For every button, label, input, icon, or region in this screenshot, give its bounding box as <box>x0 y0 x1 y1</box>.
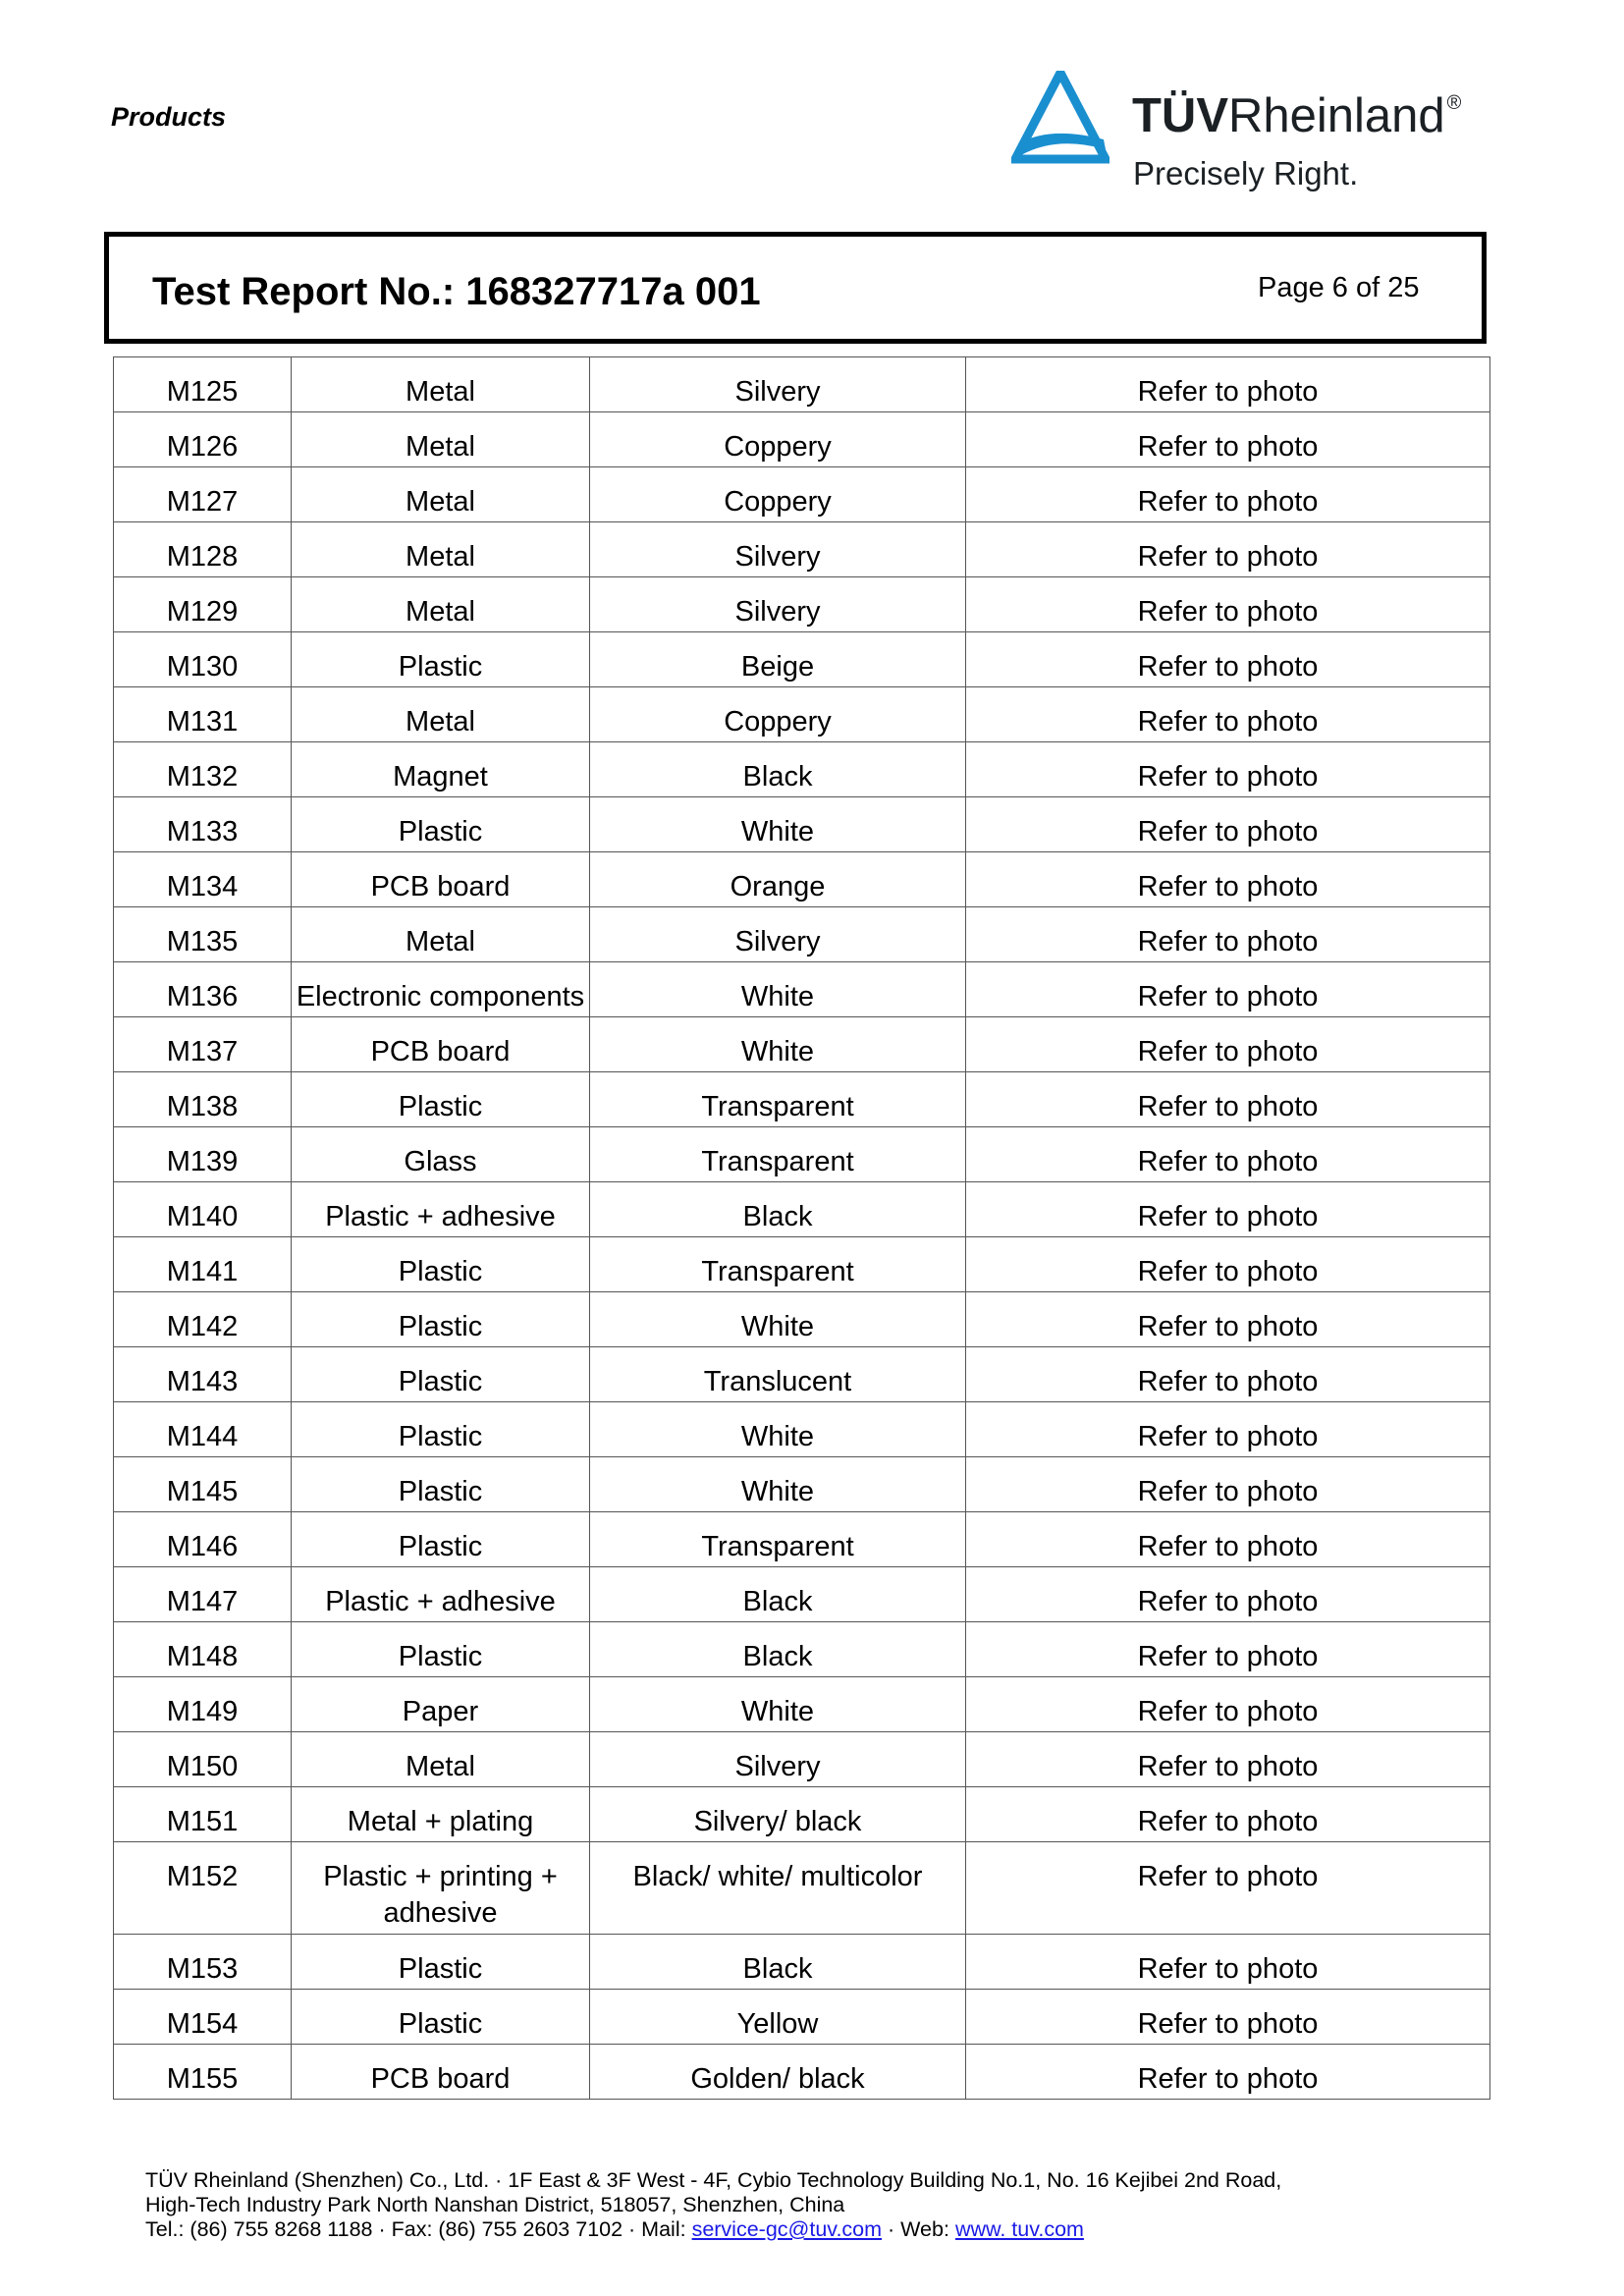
item-id-cell: M129 <box>114 577 292 632</box>
material-cell: Plastic + printing + adhesive <box>292 1842 590 1935</box>
report-header-box <box>104 232 1487 344</box>
item-id-cell: M139 <box>114 1127 292 1182</box>
color-cell: Transparent <box>590 1072 966 1127</box>
material-cell: Plastic <box>292 797 590 852</box>
photo-reference-cell: Refer to photo <box>966 1347 1490 1402</box>
color-cell: Silvery/ black <box>590 1787 966 1842</box>
tuv-logo <box>1011 69 1492 206</box>
photo-reference-cell: Refer to photo <box>966 522 1490 577</box>
table-row <box>114 467 1490 522</box>
material-cell: Plastic <box>292 1622 590 1677</box>
material-cell: Plastic + adhesive <box>292 1567 590 1622</box>
table-row <box>114 522 1490 577</box>
footer-address-line1: TÜV Rheinland (Shenzhen) Co., Ltd. · 1F East & 3F West - 4F, Cybio Technology Building No.1, No. 16 Kejibei 2nd Road, <box>145 2168 1282 2192</box>
material-cell: Electronic components <box>292 962 590 1017</box>
item-id-cell: M154 <box>114 1990 292 2045</box>
photo-reference-cell: Refer to photo <box>966 1292 1490 1347</box>
item-id-cell: M134 <box>114 852 292 907</box>
color-cell: Transparent <box>590 1237 966 1292</box>
table-row <box>114 1567 1490 1622</box>
color-cell: Silvery <box>590 577 966 632</box>
color-cell: Yellow <box>590 1990 966 2045</box>
item-id-cell: M127 <box>114 467 292 522</box>
item-id-cell: M140 <box>114 1182 292 1237</box>
photo-reference-cell: Refer to photo <box>966 412 1490 467</box>
material-cell: Plastic <box>292 1512 590 1567</box>
color-cell: Black/ white/ multicolor <box>590 1842 966 1935</box>
table-row <box>114 1292 1490 1347</box>
color-cell: Coppery <box>590 412 966 467</box>
item-id-cell: M146 <box>114 1512 292 1567</box>
photo-reference-cell: Refer to photo <box>966 907 1490 962</box>
table-row <box>114 1237 1490 1292</box>
table-row <box>114 632 1490 687</box>
table-row <box>114 1990 1490 2045</box>
color-cell: White <box>590 1677 966 1732</box>
table-row <box>114 1732 1490 1787</box>
table-row <box>114 962 1490 1017</box>
material-cell: Metal <box>292 1732 590 1787</box>
item-id-cell: M148 <box>114 1622 292 1677</box>
item-id-cell: M130 <box>114 632 292 687</box>
photo-reference-cell: Refer to photo <box>966 1567 1490 1622</box>
color-cell: Black <box>590 742 966 797</box>
color-cell: White <box>590 1017 966 1072</box>
photo-reference-cell: Refer to photo <box>966 1935 1490 1990</box>
table-row <box>114 1512 1490 1567</box>
color-cell: Golden/ black <box>590 2045 966 2100</box>
material-cell: Plastic <box>292 1072 590 1127</box>
photo-reference-cell: Refer to photo <box>966 742 1490 797</box>
color-cell: Silvery <box>590 1732 966 1787</box>
photo-reference-cell: Refer to photo <box>966 1237 1490 1292</box>
photo-reference-cell: Refer to photo <box>966 852 1490 907</box>
color-cell: Coppery <box>590 467 966 522</box>
material-cell: PCB board <box>292 852 590 907</box>
item-id-cell: M133 <box>114 797 292 852</box>
table-row <box>114 577 1490 632</box>
table-row <box>114 1127 1490 1182</box>
photo-reference-cell: Refer to photo <box>966 577 1490 632</box>
material-cell: Plastic <box>292 632 590 687</box>
item-id-cell: M138 <box>114 1072 292 1127</box>
item-id-cell: M153 <box>114 1935 292 1990</box>
color-cell: White <box>590 1457 966 1512</box>
table-row <box>114 742 1490 797</box>
photo-reference-cell: Refer to photo <box>966 1677 1490 1732</box>
table-row <box>114 1347 1490 1402</box>
color-cell: Black <box>590 1182 966 1237</box>
item-id-cell: M132 <box>114 742 292 797</box>
color-cell: Transparent <box>590 1512 966 1567</box>
material-cell: Metal <box>292 412 590 467</box>
color-cell: Transparent <box>590 1127 966 1182</box>
table-row <box>114 1182 1490 1237</box>
material-cell: Magnet <box>292 742 590 797</box>
item-id-cell: M128 <box>114 522 292 577</box>
material-cell: PCB board <box>292 1017 590 1072</box>
material-cell: Plastic <box>292 1347 590 1402</box>
materials-table <box>113 356 1490 2100</box>
material-cell: Plastic <box>292 1990 590 2045</box>
color-cell: White <box>590 1292 966 1347</box>
material-cell: Plastic <box>292 1457 590 1512</box>
material-cell: Plastic <box>292 1402 590 1457</box>
color-cell: Black <box>590 1935 966 1990</box>
color-cell: Coppery <box>590 687 966 742</box>
color-cell: White <box>590 962 966 1017</box>
color-cell: Beige <box>590 632 966 687</box>
photo-reference-cell: Refer to photo <box>966 1457 1490 1512</box>
item-id-cell: M136 <box>114 962 292 1017</box>
table-row <box>114 852 1490 907</box>
photo-reference-cell: Refer to photo <box>966 357 1490 412</box>
footer-contact-line <box>145 2217 1281 2242</box>
item-id-cell: M142 <box>114 1292 292 1347</box>
material-cell: Metal <box>292 467 590 522</box>
report-title: Test Report No.: 168327717a 001 <box>152 270 761 313</box>
photo-reference-cell: Refer to photo <box>966 1732 1490 1787</box>
photo-reference-cell: Refer to photo <box>966 632 1490 687</box>
table-row <box>114 797 1490 852</box>
photo-reference-cell: Refer to photo <box>966 1990 1490 2045</box>
material-cell: Glass <box>292 1127 590 1182</box>
item-id-cell: M144 <box>114 1402 292 1457</box>
material-cell: Metal <box>292 907 590 962</box>
item-id-cell: M143 <box>114 1347 292 1402</box>
web-link[interactable]: www. tuv.com <box>954 2217 1084 2241</box>
photo-reference-cell: Refer to photo <box>966 1017 1490 1072</box>
color-cell: Silvery <box>590 357 966 412</box>
photo-reference-cell: Refer to photo <box>966 1127 1490 1182</box>
photo-reference-cell: Refer to photo <box>966 467 1490 522</box>
table-row <box>114 357 1490 412</box>
color-cell: Translucent <box>590 1347 966 1402</box>
photo-reference-cell: Refer to photo <box>966 962 1490 1017</box>
item-id-cell: M155 <box>114 2045 292 2100</box>
item-id-cell: M131 <box>114 687 292 742</box>
material-cell: Paper <box>292 1677 590 1732</box>
material-cell: Plastic <box>292 1935 590 1990</box>
photo-reference-cell: Refer to photo <box>966 1072 1490 1127</box>
color-cell: White <box>590 1402 966 1457</box>
color-cell: Black <box>590 1622 966 1677</box>
material-cell: Plastic <box>292 1237 590 1292</box>
material-cell: Metal <box>292 577 590 632</box>
table-row <box>114 1677 1490 1732</box>
material-cell: Metal <box>292 357 590 412</box>
photo-reference-cell: Refer to photo <box>966 1402 1490 1457</box>
table-row <box>114 907 1490 962</box>
footer-web-label: · Web: <box>888 2217 949 2241</box>
photo-reference-cell: Refer to photo <box>966 2045 1490 2100</box>
photo-reference-cell: Refer to photo <box>966 797 1490 852</box>
material-cell: Metal <box>292 687 590 742</box>
footer-phone-fax: Tel.: (86) 755 8268 1188 · Fax: (86) 755 2603 7102 · Mail: <box>145 2217 686 2241</box>
item-id-cell: M151 <box>114 1787 292 1842</box>
material-cell: Plastic <box>292 1292 590 1347</box>
item-id-cell: M137 <box>114 1017 292 1072</box>
item-id-cell: M147 <box>114 1567 292 1622</box>
table-row <box>114 412 1490 467</box>
table-row <box>114 1622 1490 1677</box>
photo-reference-cell: Refer to photo <box>966 1787 1490 1842</box>
color-cell: Black <box>590 1567 966 1622</box>
color-cell: Silvery <box>590 907 966 962</box>
color-cell: White <box>590 797 966 852</box>
table-row <box>114 687 1490 742</box>
material-cell: Metal + plating <box>292 1787 590 1842</box>
item-id-cell: M150 <box>114 1732 292 1787</box>
footer-address-line2: High-Tech Industry Park North Nanshan District, 518057, Shenzhen, China <box>145 2193 845 2216</box>
page-number: Page 6 of 25 <box>1258 272 1420 303</box>
section-label: Products <box>111 102 227 132</box>
table-row <box>114 1935 1490 1990</box>
footer <box>145 2168 1281 2242</box>
material-cell: Plastic + adhesive <box>292 1182 590 1237</box>
photo-reference-cell: Refer to photo <box>966 687 1490 742</box>
item-id-cell: M149 <box>114 1677 292 1732</box>
item-id-cell: M135 <box>114 907 292 962</box>
tuv-triangle-icon <box>1011 71 1110 165</box>
photo-reference-cell: Refer to photo <box>966 1622 1490 1677</box>
color-cell: Orange <box>590 852 966 907</box>
photo-reference-cell: Refer to photo <box>966 1512 1490 1567</box>
table-row <box>114 1072 1490 1127</box>
color-cell: Silvery <box>590 522 966 577</box>
item-id-cell: M145 <box>114 1457 292 1512</box>
table-row <box>114 1842 1490 1935</box>
table-row <box>114 2045 1490 2100</box>
item-id-cell: M141 <box>114 1237 292 1292</box>
item-id-cell: M125 <box>114 357 292 412</box>
table-row <box>114 1017 1490 1072</box>
mail-link[interactable]: service-gc@tuv.com <box>691 2217 883 2241</box>
photo-reference-cell: Refer to photo <box>966 1842 1490 1935</box>
table-row <box>114 1402 1490 1457</box>
photo-reference-cell: Refer to photo <box>966 1182 1490 1237</box>
item-id-cell: M152 <box>114 1842 292 1935</box>
logo-tagline: Precisely Right. <box>1133 155 1359 191</box>
material-cell: PCB board <box>292 2045 590 2100</box>
item-id-cell: M126 <box>114 412 292 467</box>
logo-wordmark: TÜVRheinland ® <box>1132 89 1462 142</box>
material-cell: Metal <box>292 522 590 577</box>
table-row <box>114 1787 1490 1842</box>
table-row <box>114 1457 1490 1512</box>
